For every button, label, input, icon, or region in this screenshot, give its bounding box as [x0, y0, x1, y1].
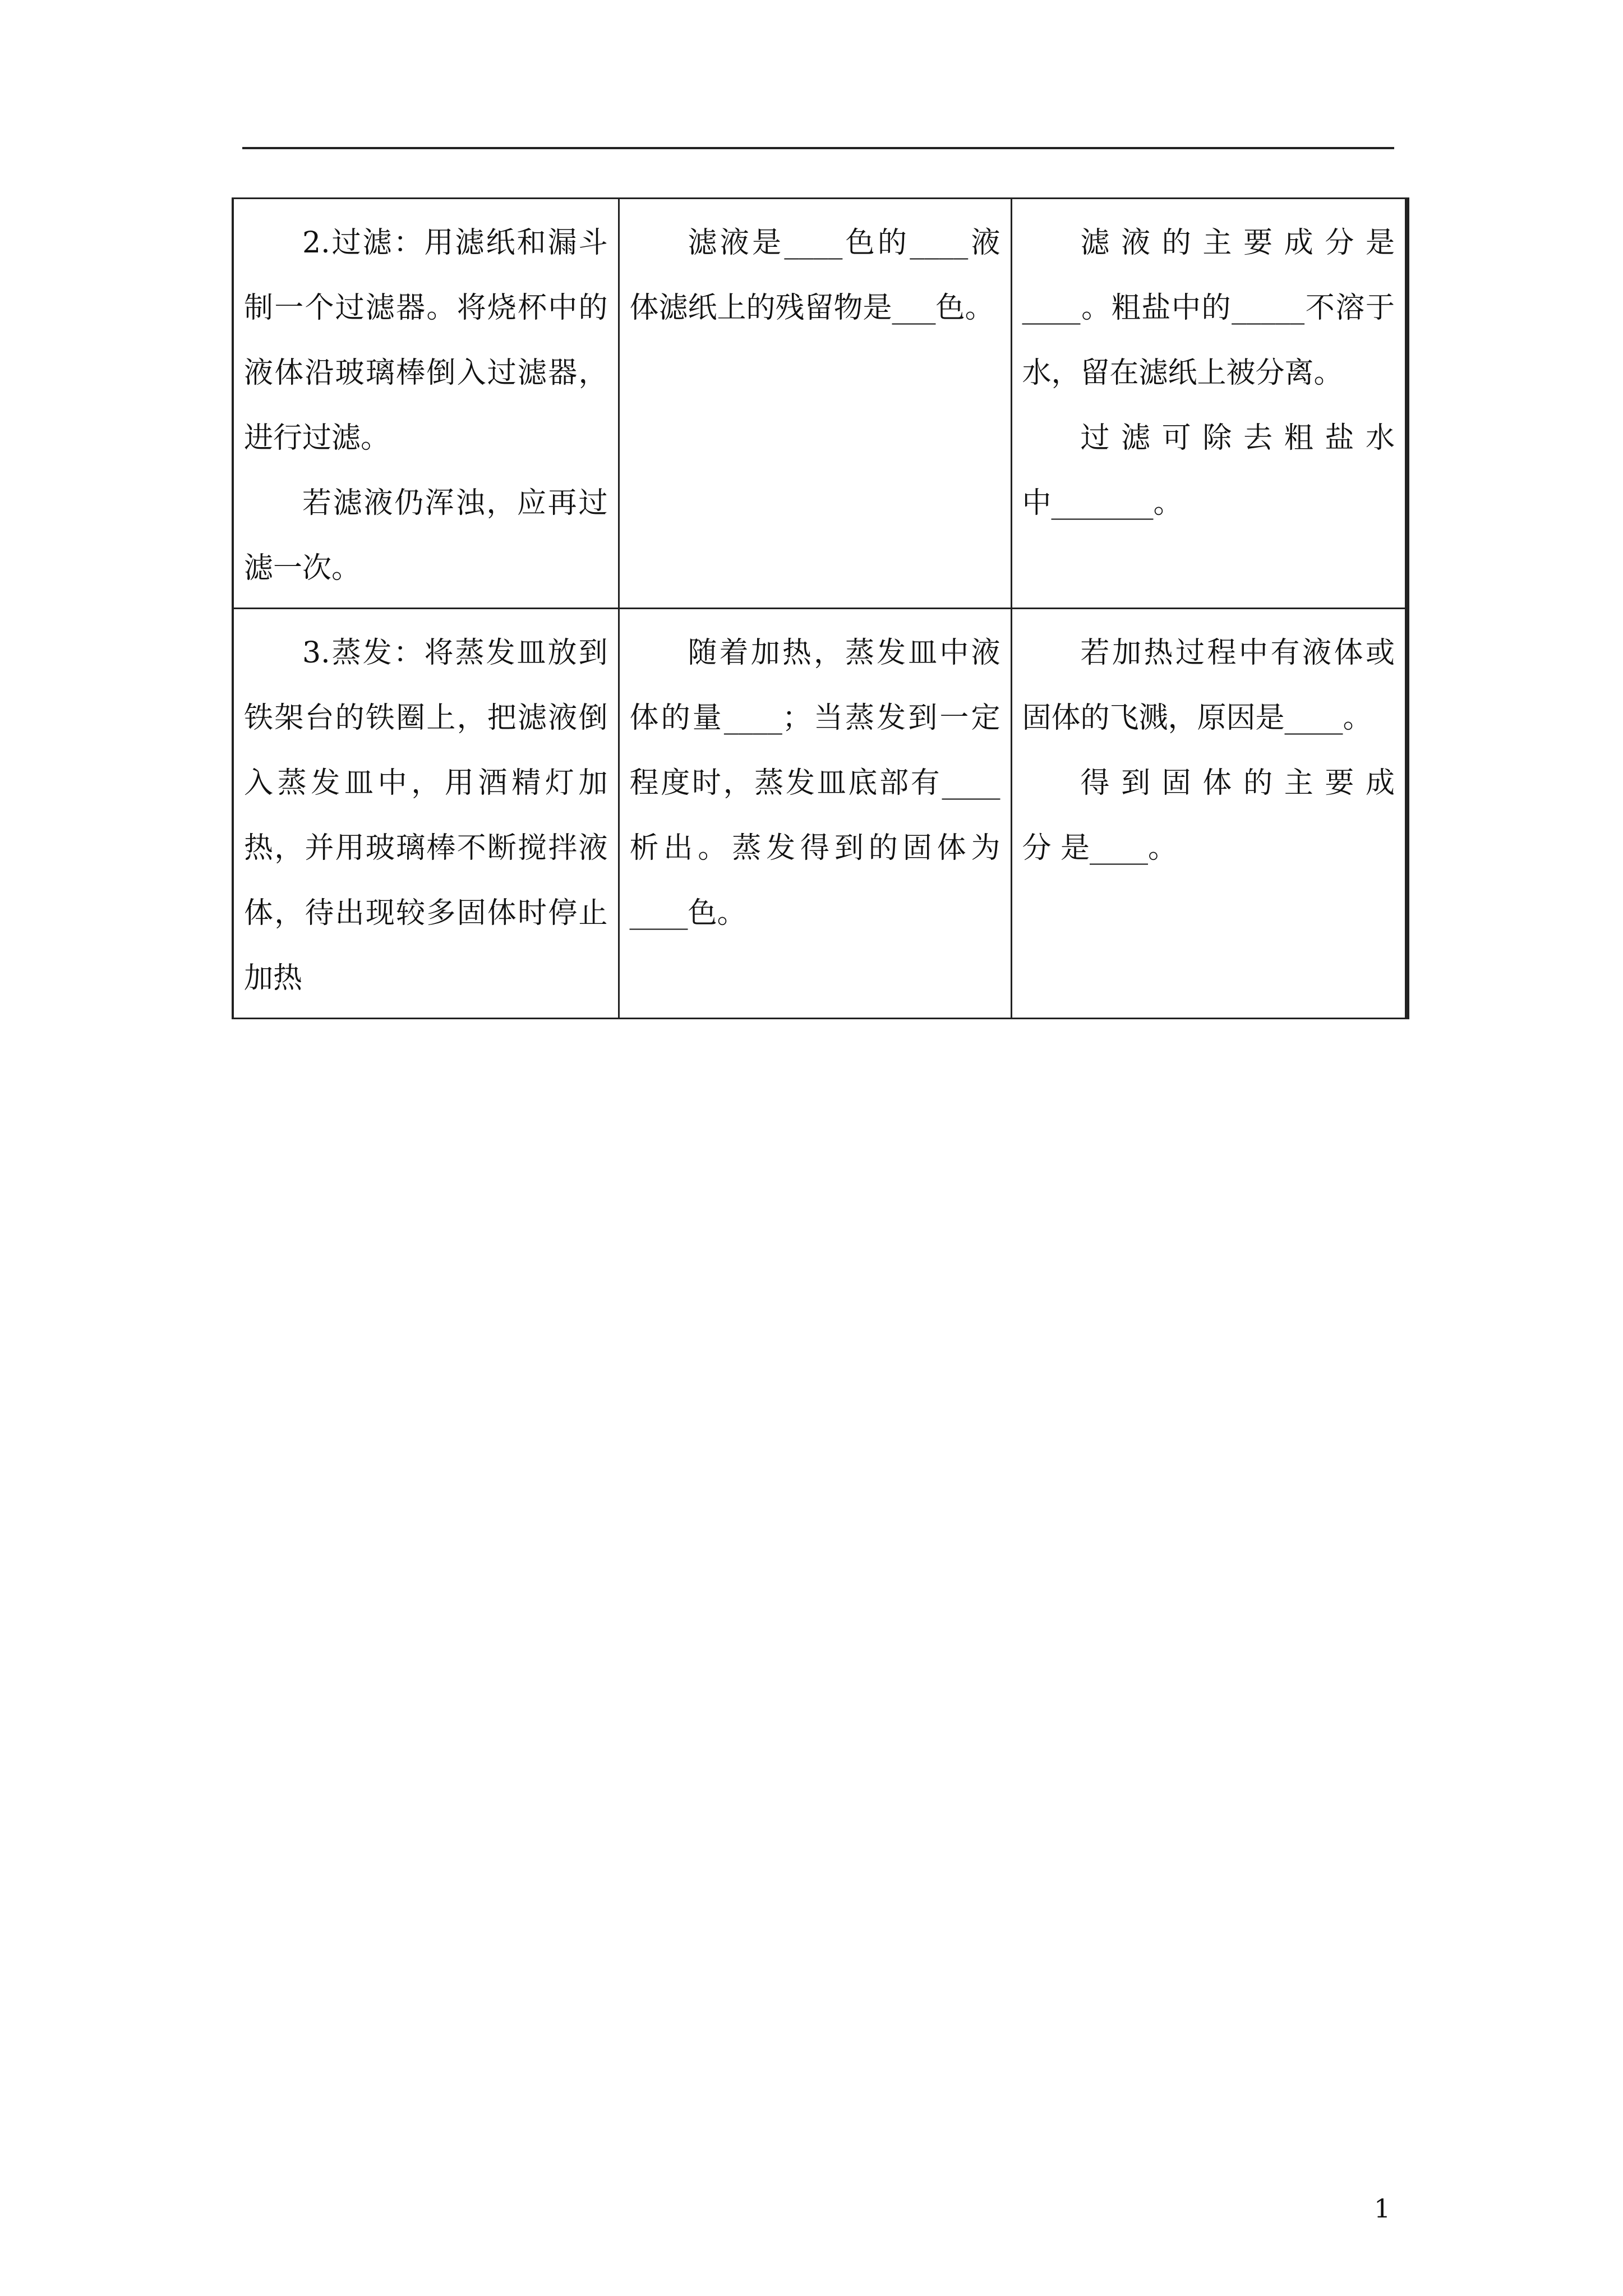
table-row-evaporation	[233, 609, 1407, 1019]
cell-paragraph: 滤液是____色的____液体滤纸上的残留物是___色。	[629, 226, 1000, 325]
experiment-table	[232, 197, 1409, 1019]
cell-paragraph: 随着加热，蒸发皿中液体的量____；当蒸发到一定程度时，蒸发皿底部有____析出。蒸发得到的固体为____色。	[629, 636, 1000, 930]
cell-paragraph: 3.蒸发：将蒸发皿放到铁架台的铁圈上，把滤液倒入蒸发皿中，用酒精灯加热，并用玻璃棒不断搅拌液体，待出现较多固体时停止加热	[244, 636, 608, 995]
cell-operation-filtration	[233, 199, 619, 609]
cell-phenomenon-evaporation	[619, 609, 1011, 1019]
page-number: 1	[1374, 2193, 1391, 2224]
cell-paragraph: 过 滤 可 除 去 粗 盐 水 中_______。	[1022, 421, 1395, 520]
cell-phenomenon-filtration	[619, 199, 1011, 609]
cell-paragraph: 得 到 固 体 的 主 要 成 分 是____。	[1022, 766, 1395, 865]
cell-paragraph: 若加热过程中有液体或固体的飞溅，原因是____。	[1022, 636, 1395, 735]
cell-paragraph: 若滤液仍浑浊，应再过滤一次。	[244, 486, 608, 585]
table-row-filtration	[233, 199, 1407, 609]
cell-analysis-evaporation	[1011, 609, 1407, 1019]
header-rule	[242, 147, 1394, 149]
cell-paragraph: 2.过滤：用滤纸和漏斗制一个过滤器。将烧杯中的液体沿玻璃棒倒入过滤器，进行过滤。	[244, 226, 608, 455]
cell-operation-evaporation	[233, 609, 619, 1019]
cell-paragraph: 滤液的主要成分是____。粗盐中的_____不溶于水，留在滤纸上被分离。	[1022, 226, 1395, 390]
cell-analysis-filtration	[1011, 199, 1407, 609]
